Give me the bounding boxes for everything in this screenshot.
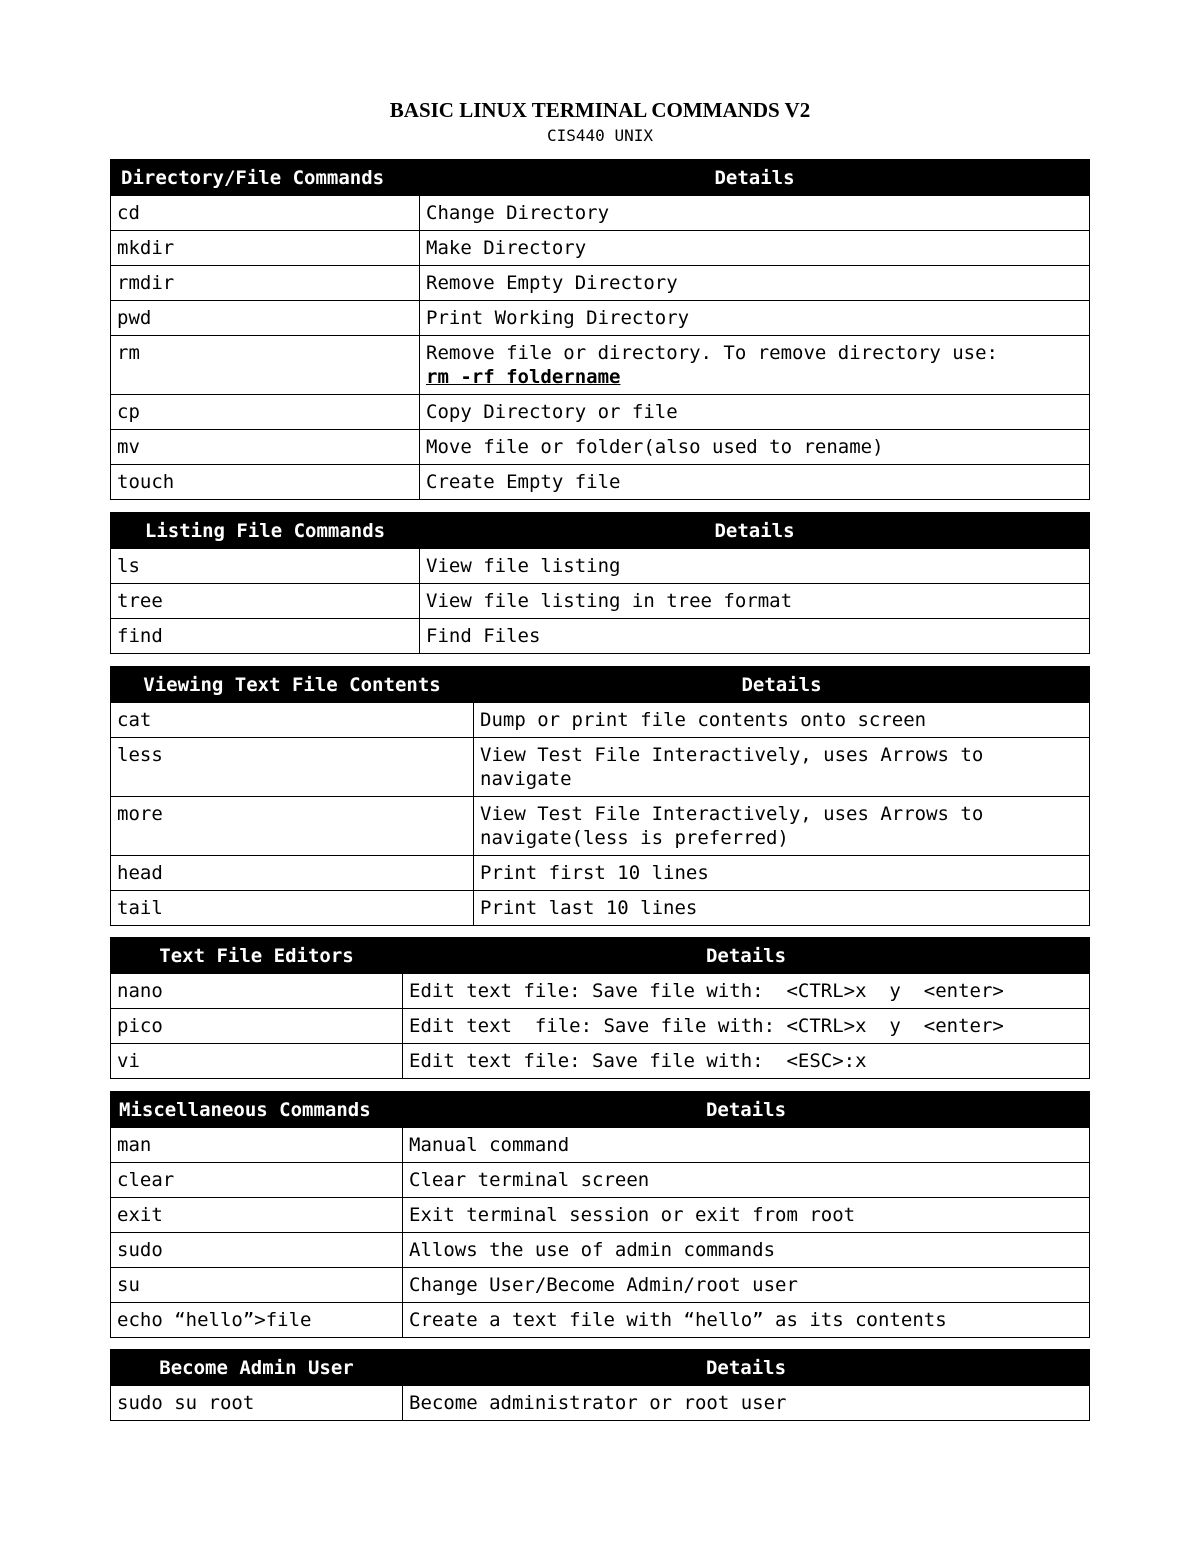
table-header-row xyxy=(111,160,1090,196)
table-header-row xyxy=(111,667,1090,703)
table-row xyxy=(111,797,1090,856)
table-row xyxy=(111,549,1090,584)
command-cell: vi xyxy=(111,1044,403,1079)
details-header: Details xyxy=(420,160,1090,196)
section-header: Text File Editors xyxy=(111,938,403,974)
details-cell: Dump or print file contents onto screen xyxy=(474,703,1090,738)
section-header: Listing File Commands xyxy=(111,513,420,549)
details-header: Details xyxy=(420,513,1090,549)
details-cell: Clear terminal screen xyxy=(403,1163,1090,1198)
document-title: BASIC LINUX TERMINAL COMMANDS V2 xyxy=(389,98,811,122)
details-header: Details xyxy=(474,667,1090,703)
details-cell: Change Directory xyxy=(420,196,1090,231)
details-cell: Print last 10 lines xyxy=(474,891,1090,926)
details-header: Details xyxy=(403,1092,1090,1128)
command-cell: head xyxy=(111,856,474,891)
table-row xyxy=(111,231,1090,266)
document-subtitle: CIS440 UNIX xyxy=(547,126,653,145)
section-header: Miscellaneous Commands xyxy=(111,1092,403,1128)
table-row xyxy=(111,619,1090,654)
details-cell: Change User/Become Admin/root user xyxy=(403,1268,1090,1303)
command-cell: cd xyxy=(111,196,420,231)
table-row xyxy=(111,1163,1090,1198)
command-cell: tail xyxy=(111,891,474,926)
details-cell: Create Empty file xyxy=(420,465,1090,500)
details-cell: Move file or folder(also used to rename) xyxy=(420,430,1090,465)
details-cell: Print first 10 lines xyxy=(474,856,1090,891)
table-row xyxy=(111,301,1090,336)
details-cell: Make Directory xyxy=(420,231,1090,266)
section-header: Become Admin User xyxy=(111,1350,403,1386)
details-cell: View file listing in tree format xyxy=(420,584,1090,619)
table-row xyxy=(111,465,1090,500)
command-cell: ls xyxy=(111,549,420,584)
command-cell: find xyxy=(111,619,420,654)
details-cell: View file listing xyxy=(420,549,1090,584)
details-cell: Print Working Directory xyxy=(420,301,1090,336)
table-row xyxy=(111,196,1090,231)
table-row xyxy=(111,1233,1090,1268)
command-cell: tree xyxy=(111,584,420,619)
table-header-row xyxy=(111,1092,1090,1128)
details-cell: Become administrator or root user xyxy=(403,1386,1090,1421)
table-row xyxy=(111,430,1090,465)
details-cell: Remove Empty Directory xyxy=(420,266,1090,301)
table-row xyxy=(111,856,1090,891)
table-row xyxy=(111,703,1090,738)
details-cell: View Test File Interactively, uses Arrows to navigate(less is preferred) xyxy=(474,797,1090,856)
command-cell: pico xyxy=(111,1009,403,1044)
details-header: Details xyxy=(403,938,1090,974)
table-header-row xyxy=(111,1350,1090,1386)
become-admin-user-table xyxy=(110,1349,1090,1421)
section-header: Directory/File Commands xyxy=(111,160,420,196)
listing-file-commands-table xyxy=(110,512,1090,654)
table-row xyxy=(111,891,1090,926)
command-cell: touch xyxy=(111,465,420,500)
table-row xyxy=(111,395,1090,430)
command-cell: nano xyxy=(111,974,403,1009)
command-cell: pwd xyxy=(111,301,420,336)
table-row xyxy=(111,1303,1090,1338)
details-cell xyxy=(420,336,1090,395)
command-cell: cat xyxy=(111,703,474,738)
details-cell: Find Files xyxy=(420,619,1090,654)
directory-file-commands-table xyxy=(110,159,1090,500)
text-file-editors-table xyxy=(110,937,1090,1079)
table-row xyxy=(111,1386,1090,1421)
viewing-text-file-contents-table xyxy=(110,666,1090,926)
details-header: Details xyxy=(403,1350,1090,1386)
table-row xyxy=(111,336,1090,395)
command-cell: sudo xyxy=(111,1233,403,1268)
command-cell: echo “hello”>file xyxy=(111,1303,403,1338)
details-cell: Allows the use of admin commands xyxy=(403,1233,1090,1268)
details-cell: Manual command xyxy=(403,1128,1090,1163)
details-cell: Exit terminal session or exit from root xyxy=(403,1198,1090,1233)
table-header-row xyxy=(111,513,1090,549)
section-header: Viewing Text File Contents xyxy=(111,667,474,703)
example-command: rm -rf foldername xyxy=(426,366,621,388)
command-cell: man xyxy=(111,1128,403,1163)
command-cell: more xyxy=(111,797,474,856)
table-row xyxy=(111,974,1090,1009)
table-row xyxy=(111,1268,1090,1303)
command-cell: less xyxy=(111,738,474,797)
table-row xyxy=(111,1009,1090,1044)
details-cell: Copy Directory or file xyxy=(420,395,1090,430)
command-cell: rmdir xyxy=(111,266,420,301)
command-cell: cp xyxy=(111,395,420,430)
table-row xyxy=(111,1044,1090,1079)
table-row xyxy=(111,266,1090,301)
command-cell: sudo su root xyxy=(111,1386,403,1421)
command-cell: mkdir xyxy=(111,231,420,266)
miscellaneous-commands-table xyxy=(110,1091,1090,1338)
details-cell: View Test File Interactively, uses Arrows to navigate xyxy=(474,738,1090,797)
table-row xyxy=(111,1198,1090,1233)
details-cell: Edit text file: Save file with: <CTRL>x y <enter> xyxy=(403,1009,1090,1044)
table-row xyxy=(111,584,1090,619)
command-cell: exit xyxy=(111,1198,403,1233)
details-cell: Create a text file with “hello” as its contents xyxy=(403,1303,1090,1338)
details-cell: Edit text file: Save file with: <ESC>:x xyxy=(403,1044,1090,1079)
command-cell: mv xyxy=(111,430,420,465)
table-row xyxy=(111,738,1090,797)
table-header-row xyxy=(111,938,1090,974)
command-cell: rm xyxy=(111,336,420,395)
details-cell: Edit text file: Save file with: <CTRL>x y <enter> xyxy=(403,974,1090,1009)
command-cell: clear xyxy=(111,1163,403,1198)
table-row xyxy=(111,1128,1090,1163)
details-text: Remove file or directory. To remove directory use: xyxy=(426,342,998,364)
command-cell: su xyxy=(111,1268,403,1303)
